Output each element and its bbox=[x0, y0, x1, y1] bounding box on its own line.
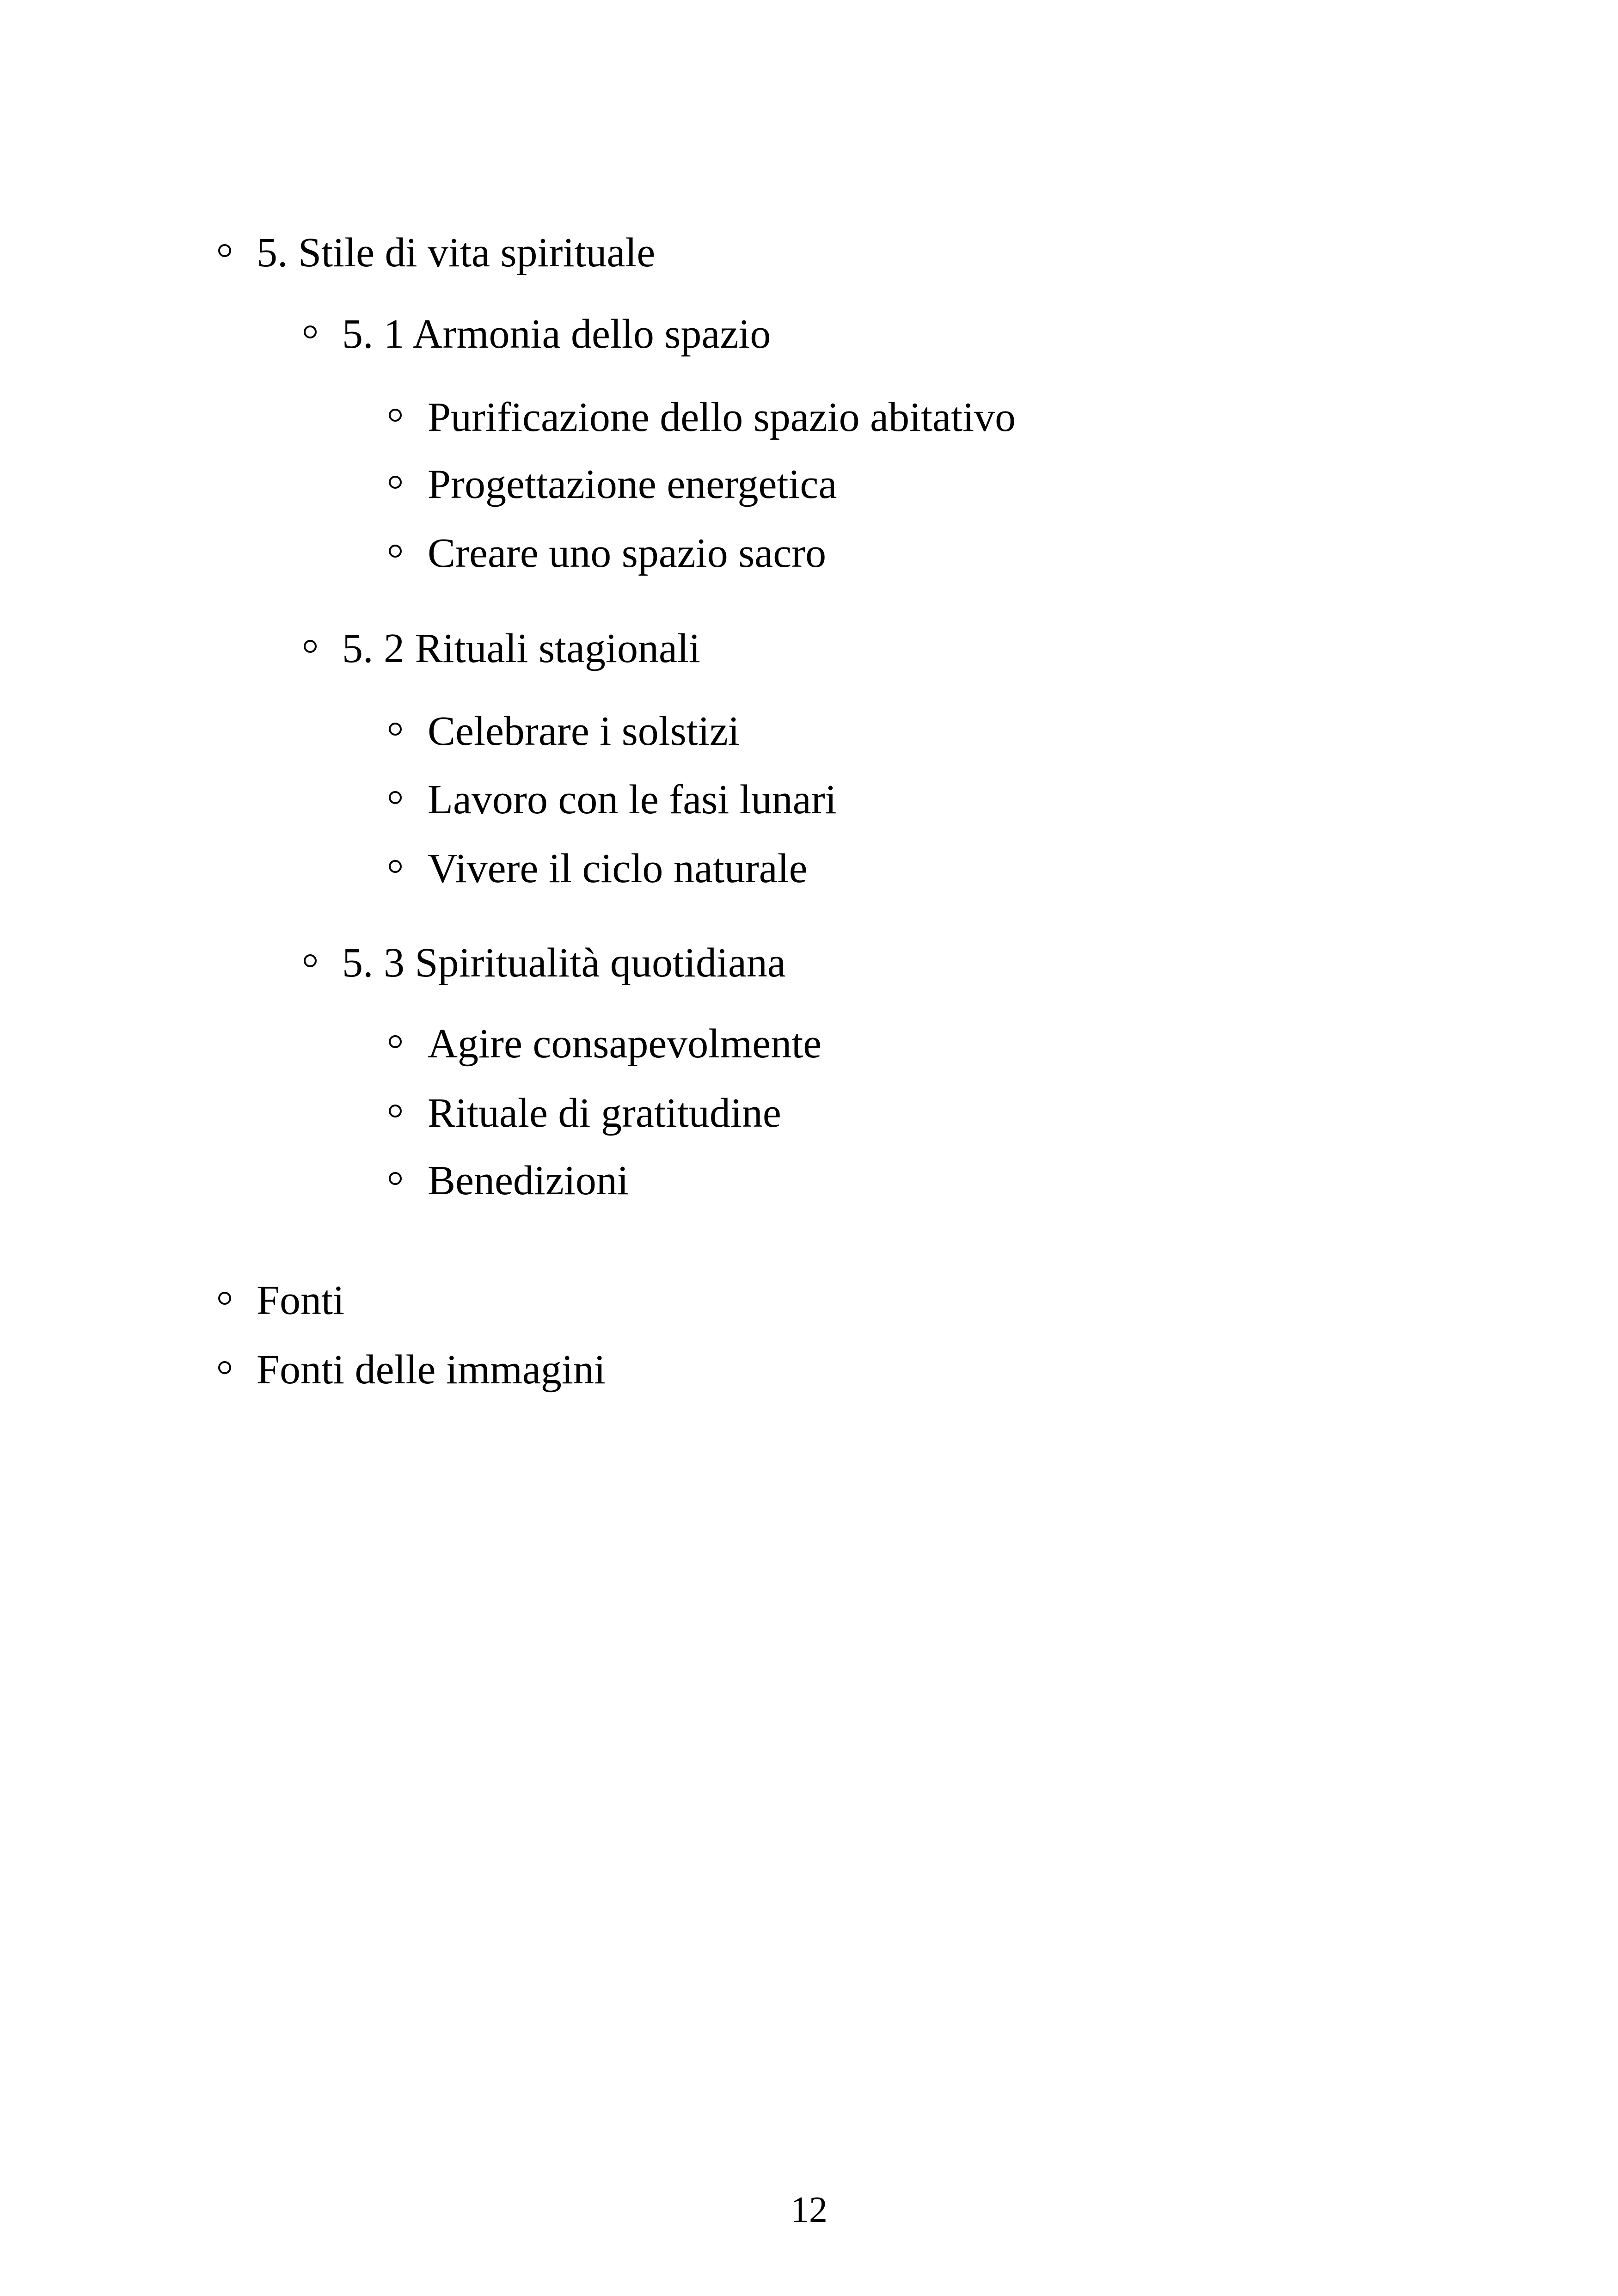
bullet-icon bbox=[389, 1172, 402, 1185]
outline-item-label: Creare uno spazio sacro bbox=[428, 530, 827, 576]
outline-item-label: Benedizioni bbox=[428, 1158, 629, 1203]
bullet-icon bbox=[389, 723, 402, 736]
outline-item-label: Progettazione energetica bbox=[428, 461, 837, 507]
outline-item-label: Lavoro con le fasi lunari bbox=[428, 777, 837, 823]
outline-item-label: 5. 3 Spiritualità quotidiana bbox=[342, 940, 786, 986]
bullet-icon bbox=[304, 640, 317, 653]
bullet-icon bbox=[389, 1105, 402, 1117]
outline-item-label: Fonti bbox=[257, 1277, 345, 1323]
bullet-icon bbox=[389, 860, 402, 873]
outline-item-label: 5. Stile di vita spirituale bbox=[257, 230, 656, 276]
outline-item-label: Celebrare i solstizi bbox=[428, 708, 740, 754]
outline-item-label: Purificazione dello spazio abitativo bbox=[428, 394, 1016, 440]
outline-item-label: Fonti delle immagini bbox=[257, 1347, 606, 1393]
bullet-icon bbox=[389, 409, 402, 422]
bullet-icon bbox=[304, 325, 317, 338]
page-number: 12 bbox=[791, 2190, 827, 2230]
bullet-icon bbox=[218, 1292, 231, 1305]
bullet-icon bbox=[389, 476, 402, 489]
bullet-icon bbox=[389, 1035, 402, 1048]
outline-item-label: Vivere il ciclo naturale bbox=[428, 846, 808, 891]
bullet-icon bbox=[389, 791, 402, 804]
bullet-icon bbox=[304, 954, 317, 967]
outline-item-label: Rituale di gratitudine bbox=[428, 1090, 781, 1136]
outline-item-label: 5. 2 Rituali stagionali bbox=[342, 626, 700, 671]
outline-item-label: Agire consapevolmente bbox=[428, 1021, 822, 1067]
bullet-icon bbox=[389, 545, 402, 558]
bullet-icon bbox=[218, 244, 231, 257]
bullet-icon bbox=[218, 1361, 231, 1374]
outline-item-label: 5. 1 Armonia dello spazio bbox=[342, 311, 771, 357]
